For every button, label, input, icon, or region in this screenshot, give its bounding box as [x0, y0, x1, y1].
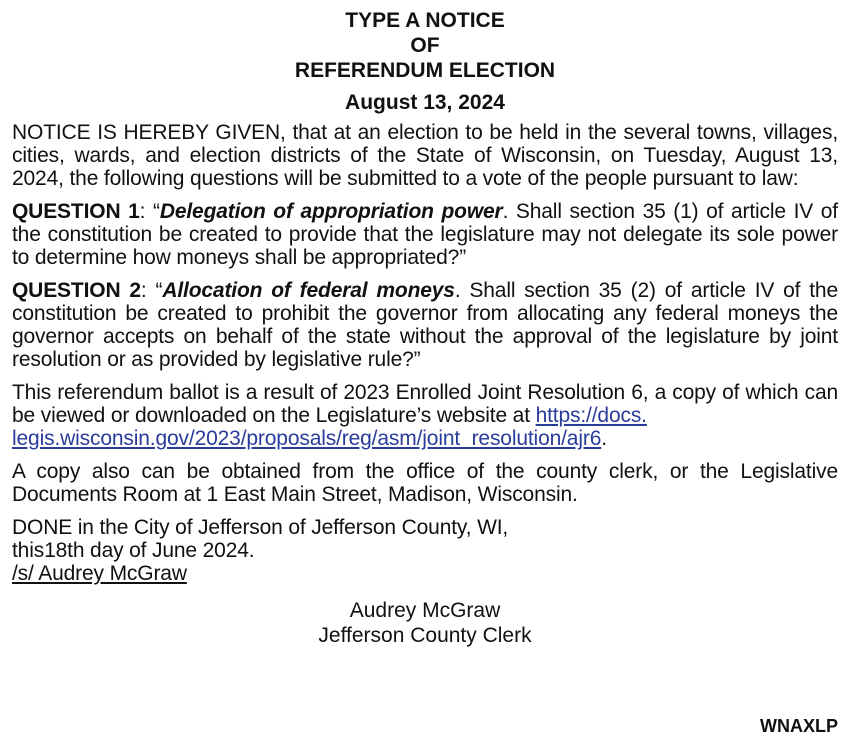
question-1-open-quote: : “: [139, 200, 160, 223]
clerk-title: Jefferson County Clerk: [318, 624, 532, 647]
question-1-topic: Delegation of appropriation power: [159, 200, 503, 223]
notice-title: [12, 8, 838, 83]
legislature-link-part-1: https://docs.: [535, 404, 647, 427]
election-date: August 13, 2024: [345, 91, 505, 114]
ballot-paragraph: [12, 381, 838, 450]
publication-code: WNAXLP: [760, 716, 838, 736]
clerk-name: Audrey McGraw: [349, 599, 501, 622]
title-line-3: REFERENDUM ELECTION: [294, 59, 556, 82]
ballot-text: This referendum ballot is a result of 2023 Enrolled Joint Resolution 6, a copy of which can be viewed or downloaded on the Legislature’s website at: [12, 381, 838, 427]
title-line-2: OF: [410, 34, 440, 57]
question-1-paragraph: [12, 200, 838, 269]
question-2-topic: Allocation of federal moneys: [162, 279, 455, 302]
clerk-closing: [12, 598, 838, 648]
question-2-paragraph: [12, 279, 838, 371]
done-line-1: DONE in the City of Jefferson of Jefferson County, WI,: [12, 516, 509, 539]
question-2-open-quote: : “: [140, 279, 163, 302]
title-line-1: TYPE A NOTICE: [345, 9, 505, 32]
legislature-link-part-2: legis.wisconsin.gov/2023/proposals/reg/asm/joint_resolution/ajr6: [12, 427, 602, 450]
intro-paragraph: NOTICE IS HEREBY GIVEN, that at an election to be held in the several towns, villages, cities, wards, and election districts of the State of Wisconsin, on Tuesday, August 13, 2024, the following questions will be submitted to a vote of the people pursuant to law:: [12, 121, 838, 190]
question-2-text: . Shall section 35 (2) of article IV of the constitution be created to prohibit the governor from allocating any federal moneys the governor accepts on behalf of the state without the approval of the legislature by joint resolution or as provided by legislative rule?”: [12, 279, 838, 371]
question-1-label: QUESTION 1: [12, 200, 140, 223]
done-paragraph: [12, 516, 838, 585]
signature-line: /s/ Audrey McGraw: [12, 562, 187, 585]
question-1-text: . Shall section 35 (1) of article IV of the constitution be created to provide that the legislature may not delegate its sole power to determine how moneys shall be appropriated?”: [12, 200, 838, 269]
done-line-2: this18th day of June 2024.: [12, 539, 255, 562]
ballot-end: .: [601, 427, 607, 450]
question-2-label: QUESTION 2: [12, 279, 141, 302]
copy-paragraph: A copy also can be obtained from the office of the county clerk, or the Legislative Documents Room at 1 East Main Street, Madison, Wisconsin.: [12, 460, 838, 506]
